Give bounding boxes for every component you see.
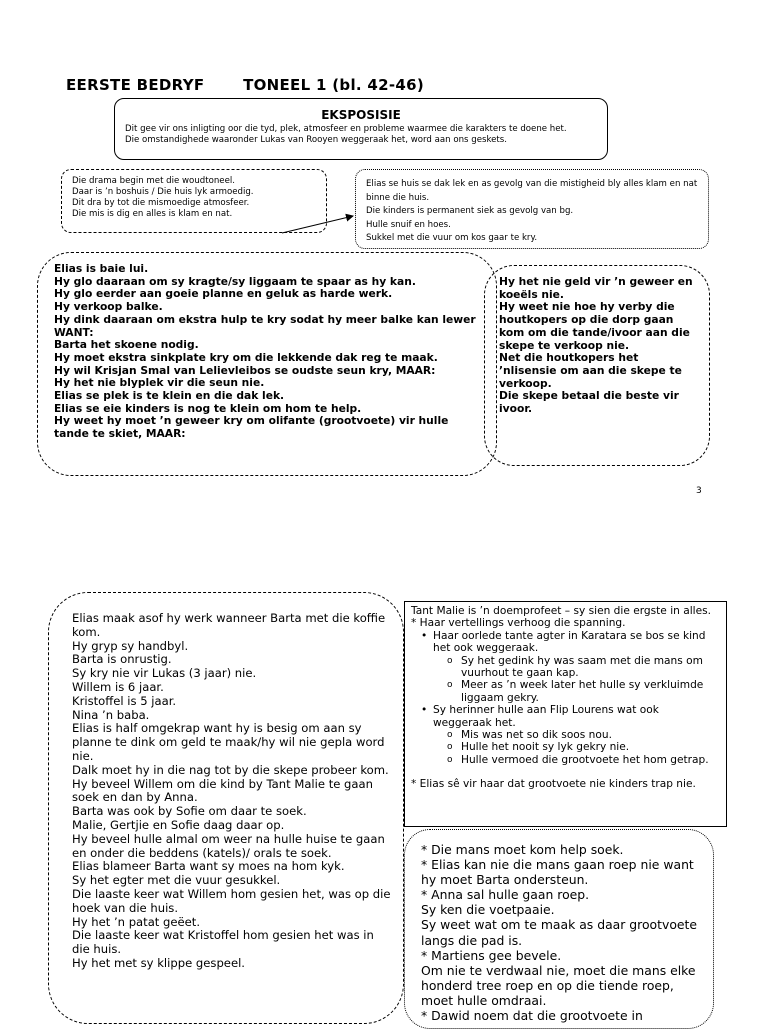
events-line: Nina ’n baba. (72, 707, 150, 722)
help-line: Om nie te verdwaal nie, moet die mans elke honderd tree roep en op die tiende roep, moet hulle omdraai. (421, 962, 696, 1008)
elias-line: Hy dink daaraan om ekstra hulp te kry sodat hy meer balke kan lewer WANT: (54, 312, 476, 339)
malie-star: * Haar vertellings verhoog die spanning. (411, 617, 626, 630)
events-box (48, 592, 404, 1024)
mist-line: Hulle snuif en hoes. (366, 219, 451, 230)
malie-bullet: • Sy herinner hulle aan Flip Lourens wat ook weggeraak het. (411, 704, 720, 729)
elias-line: Hy verkoop balke. (54, 300, 163, 314)
help-line: * Dawid noem dat die grootvoete in (421, 1008, 643, 1024)
help-line: * Martiens gee bevele. (421, 947, 562, 963)
elias-box (37, 252, 497, 476)
elias-line: Elias se plek is te klein en die dak lek. (54, 389, 285, 403)
elias-line: Elias is baie lui. (54, 262, 149, 275)
events-line: Hy het ’n patat geëet. (72, 914, 201, 929)
mist-box (355, 169, 709, 249)
malie-star: * Elias sê vir haar dat grootvoete nie kinders trap nie. (411, 778, 696, 791)
geweer-line: Die skepe betaal die beste vir ivoor. (499, 389, 679, 416)
help-line: * Anna sal hulle gaan roep. (421, 887, 590, 903)
events-line: Barta was ook by Sofie om daar te soek. (72, 804, 307, 819)
events-line: Willem is 6 jaar. (72, 679, 164, 694)
events-line: Dalk moet hy in die nag tot by die skepe probeer kom. (72, 762, 389, 777)
malie-subbullet: o Meer as ’n week later het hulle sy verkluimde liggaam gekry. (411, 679, 720, 704)
exposisie-line: Die omstandighede waaronder Lukas van Rooyen weggeraak het, word aan ons geskets. (125, 135, 507, 145)
events-line: Barta is onrustig. (72, 652, 172, 667)
elias-line: Hy wil Krisjan Smal van Lelievleibos se oudste seun kry, MAAR: (54, 363, 436, 377)
exposisie-line: Dit gee vir ons inligting oor die tyd, plek, atmosfeer en probleme waarmee die karakters te doene het. (125, 124, 567, 134)
events-line: Hy gryp sy handbyl. (72, 638, 189, 653)
exposisie-title: EKSPOSISIE (321, 108, 401, 122)
events-line: Sy het egter met die vuur gesukkel. (72, 873, 281, 888)
mist-line: Elias se huis se dak lek en as gevolg van die mistigheid bly alles klam en nat binne die huis. (366, 179, 698, 203)
elias-line: Elias se eie kinders is nog te klein om hom te help. (54, 401, 362, 415)
page-number: 3 (696, 486, 702, 496)
geweer-line: Net die houtkopers het ’nlisensie om aan die skepe te verkoop. (499, 351, 682, 390)
elias-line: Hy weet hy moet ’n geweer kry om olifante (grootvoete) vir hulle tande te skiet, MAAR: (54, 414, 449, 441)
setting-line: Die drama begin met die woudtoneel. (72, 176, 235, 186)
events-line: Elias maak asof hy werk wanneer Barta met die koffie kom. (72, 611, 386, 639)
events-line: Hy beveel hulle almal om weer na hulle huise te gaan en onder die beddens (katels)/ orals te soek. (72, 831, 385, 860)
malie-subbullet: o Sy het gedink hy was saam met die mans om vuurhout te gaan kap. (411, 655, 720, 680)
events-line: Kristoffel is 5 jaar. (72, 693, 177, 708)
elias-line: Hy het nie blyplek vir die seun nie. (54, 376, 265, 390)
help-line: * Elias kan nie die mans gaan roep nie want hy moet Barta ondersteun. (421, 857, 694, 888)
malie-bullet: • Haar oorlede tante agter in Karatara se bos se kind het ook weggeraak. (411, 630, 720, 655)
setting-line: Daar is ’n boshuis / Die huis lyk armoedig. (72, 187, 254, 197)
elias-line: Barta het skoene nodig. (54, 338, 199, 352)
elias-line: Hy glo daaraan om sy kragte/sy liggaam te spaar as hy kan. (54, 274, 416, 288)
setting-line: Die mis is dig en alles is klam en nat. (72, 209, 233, 219)
malie-box (404, 601, 727, 827)
geweer-line: Hy weet nie hoe hy verby die houtkopers op die dorp gaan kom om die tande/ivoor aan die skepe te verkoop nie. (499, 300, 690, 352)
events-line: Hy het met sy klippe gespeel. (72, 955, 245, 970)
events-line: Hy beveel Willem om die kind by Tant Malie te gaan soek en dan by Anna. (72, 776, 373, 805)
geweer-line: Hy het nie geld vir ’n geweer en koeëls nie. (499, 275, 693, 301)
elias-line: Hy glo eerder aan goeie planne en geluk as harde werk. (54, 287, 393, 301)
mist-line: Sukkel met die vuur om kos gaar te kry. (366, 233, 538, 243)
elias-line: Hy moet ekstra sinkplate kry om die lekkende dak reg te maak. (54, 350, 438, 364)
scene-title: TONEEL 1 (bl. 42-46) (243, 76, 425, 94)
act-title: EERSTE BEDRYF (66, 76, 205, 94)
setting-line: Dit dra by tot die mismoedige atmosfeer. (72, 198, 250, 208)
mist-line: Die kinders is permanent siek as gevolg van bg. (366, 206, 574, 216)
help-box (404, 829, 714, 1029)
help-line: Sy weet wat om te maak as daar grootvoete langs die pad is. (421, 917, 698, 948)
help-line: Sy ken die voetpaaie. (421, 902, 555, 918)
malie-intro: Tant Malie is ’n doemprofeet – sy sien die ergste in alles. (411, 605, 711, 617)
events-line: Elias blameer Barta want sy moes na hom kyk. (72, 859, 345, 874)
malie-subbullet: o Mis was net so dik soos nou. (411, 729, 720, 741)
malie-subbullet: o Hulle vermoed die grootvoete het hom getrap. (411, 754, 720, 766)
events-line: Sy kry nie vir Lukas (3 jaar) nie. (72, 666, 257, 681)
events-line: Malie, Gertjie en Sofie daag daar op. (72, 817, 285, 832)
geweer-box (484, 265, 710, 466)
events-line: Die laaste keer wat Willem hom gesien het, was op die hoek van die huis. (72, 886, 391, 915)
events-line: Die laaste keer wat Kristoffel hom gesien het was in die huis. (72, 928, 374, 957)
events-line: Elias is half omgekrap want hy is besig om aan sy planne te dink om geld te maak/hy wil nie gepla word nie. (72, 721, 385, 763)
malie-subbullet: o Hulle het nooit sy lyk gekry nie. (411, 741, 720, 753)
help-line: * Die mans moet kom help soek. (421, 842, 624, 857)
